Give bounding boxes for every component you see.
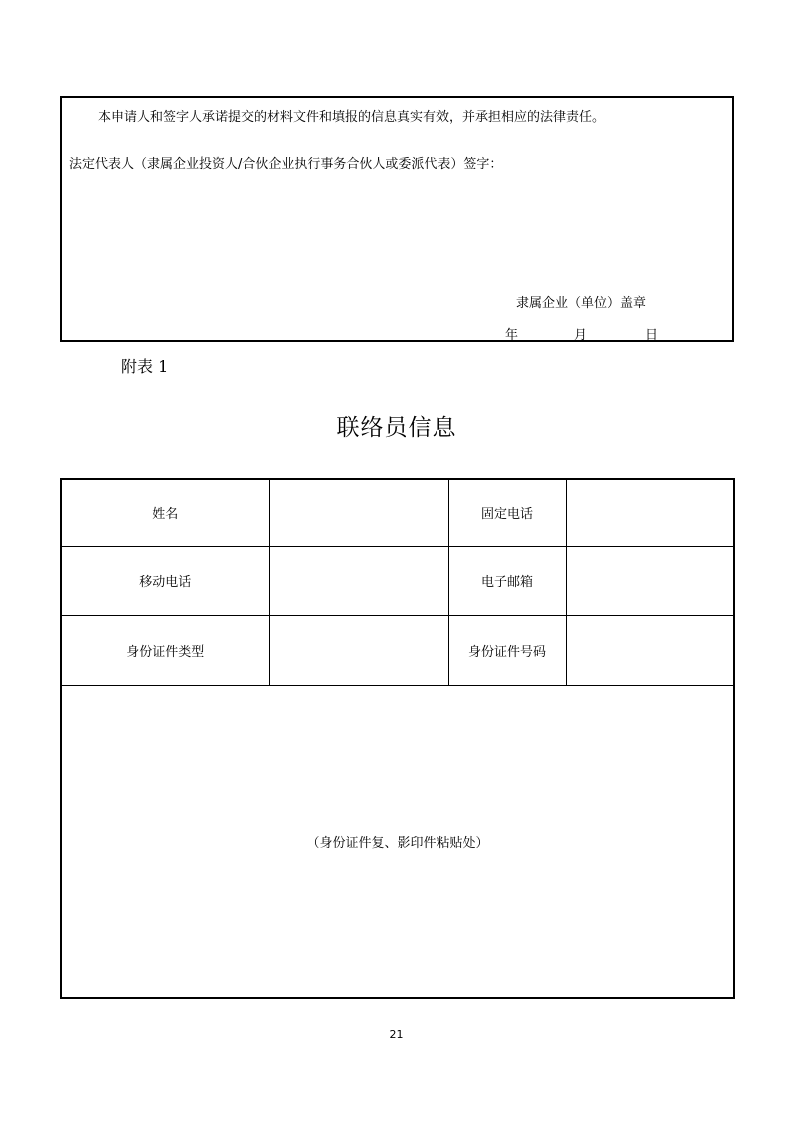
table-row [61,479,734,546]
table-row [61,546,734,615]
table-row [61,615,734,685]
landline-field[interactable] [566,479,734,546]
commitment-pledge: 本申请人和签字人承诺提交的材料文件和填报的信息真实有效，并承担相应的法律责任。 [98,110,606,125]
name-label: 姓名 [61,479,269,546]
seal-label: 隶属企业（单位）盖章 [516,296,647,311]
id-number-field[interactable] [566,615,734,685]
email-field[interactable] [566,546,734,615]
appendix-label: 附表 1 [121,357,169,376]
mobile-label: 移动电话 [61,546,269,615]
commitment-box [60,96,734,342]
email-label: 电子邮箱 [448,546,566,615]
landline-label: 固定电话 [448,479,566,546]
id-copy-row [61,685,734,998]
date-month: 月 [574,328,588,343]
signature-line: 法定代表人（隶属企业投资人/合伙企业执行事务合伙人或委派代表）签字： [69,157,503,172]
name-field[interactable] [269,479,448,546]
id-number-label: 身份证件号码 [448,615,566,685]
page-number: 21 [389,1028,404,1041]
date-day: 日 [645,328,659,343]
mobile-field[interactable] [269,546,448,615]
form-title: 联络员信息 [336,415,457,441]
id-copy-area: （身份证件复、影印件粘贴处） [61,685,734,998]
id-type-field[interactable] [269,615,448,685]
date-year: 年 [505,328,519,343]
contact-info-table [60,478,735,999]
id-type-label: 身份证件类型 [61,615,269,685]
